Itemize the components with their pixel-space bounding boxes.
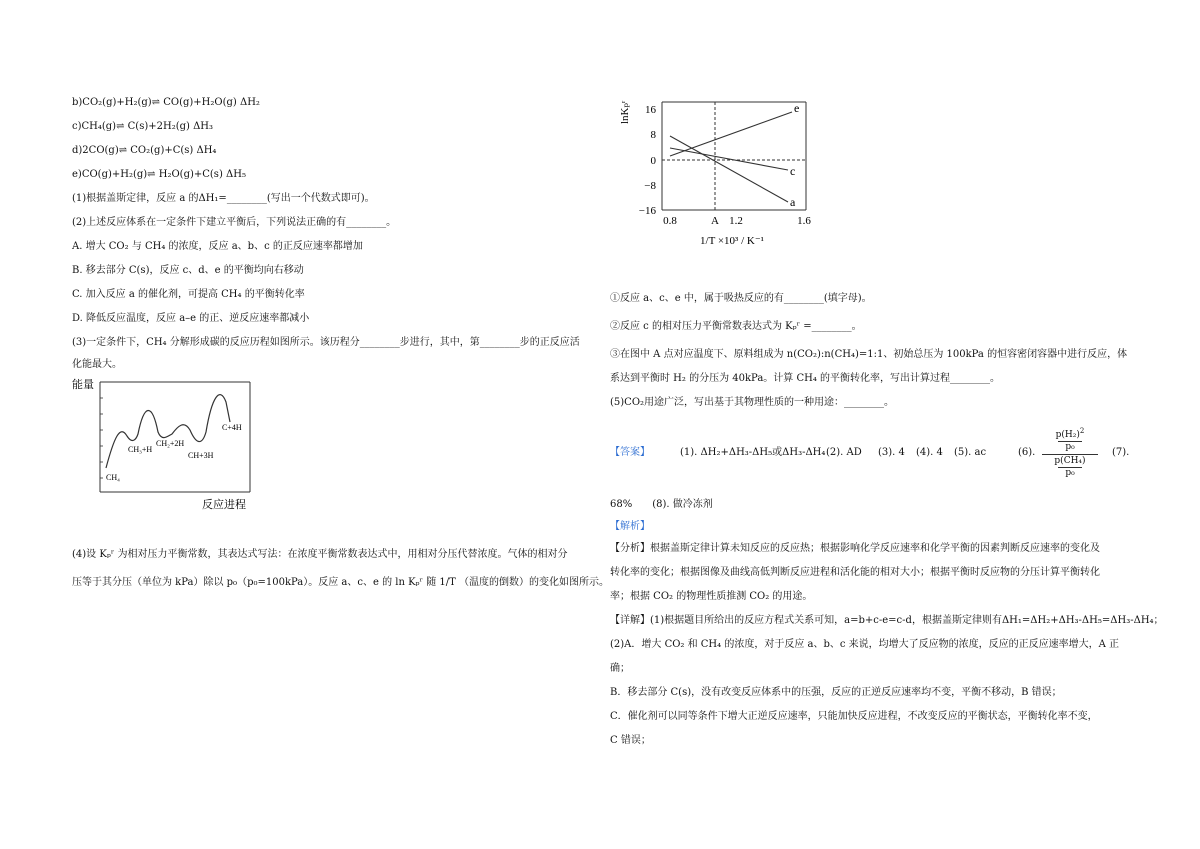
question-3: (3)一定条件下，CH₄ 分解形成碳的反应历程如图所示。该历程分________步进行，其中，第________步的正反应活: [72, 337, 580, 348]
reaction-d: d)2CO(g)⇌ CO₂(g)+C(s) ΔH₄: [72, 145, 217, 156]
answer-5: (5). ac: [954, 447, 987, 458]
species-ch4: CH₄: [106, 473, 120, 482]
frac-main-bar: [1042, 454, 1098, 455]
answer-2: (2). AD: [826, 447, 862, 458]
answer-fraction: [1038, 426, 1102, 479]
energy-diagram: [72, 376, 272, 516]
analysis-line: 转化率的变化；根据图像及曲线高低判断反应进程和活化能的相对大小；根据平衡时反应物的分压计算平衡转化: [610, 567, 1100, 578]
reaction-e: e)CO(g)+H₂(g)⇌ H₂O(g)+C(s) ΔH₅: [72, 169, 246, 180]
reaction-b: b)CO₂(g)+H₂(g)⇌ CO(g)+H₂O(g) ΔH₂: [72, 97, 260, 108]
frac-den: p(CH₄): [1054, 456, 1086, 466]
question-4: (4)设 Kₚʳ 为相对压力平衡常数，其表达式写法：在浓度平衡常数表达式中，用相对分压代替浓度。气体的相对分: [72, 549, 568, 560]
answer-row: [610, 427, 1130, 490]
frac-num: p(H₂): [1055, 430, 1080, 440]
frac-den-den: p₀: [1065, 468, 1075, 478]
answer-1: (1). ΔH₂+ΔH₃-ΔH₅或ΔH₃-ΔH₄: [680, 447, 826, 458]
detail-line: C．催化剂可以同等条件下增大正逆反应速率，只能加快反应进程，不改变反应的平衡状态，平衡转化率不变，: [610, 711, 1098, 722]
ytick-neg16: −16: [638, 205, 656, 217]
species-ch3h-2: CH+3H: [188, 451, 214, 460]
reaction-c: c)CH₄(g)⇌ C(s)+2H₂(g) ΔH₃: [72, 121, 214, 132]
answer-3: (3). 4: [878, 447, 905, 458]
chart-xlabel: 1/T ×10³ / K⁻¹: [700, 235, 764, 247]
detail-line: (2)A．增大 CO₂ 和 CH₄ 的浓度，对于反应 a、b、c 来说，均增大了反应物的浓度，反应的正反应速率增大，A 正: [610, 639, 1120, 650]
analysis-line: 率；根据 CO₂ 的物理性质推测 CO₂ 的用途。: [610, 591, 813, 602]
energy-ylabel: 能量: [72, 379, 94, 391]
detail-line: C 错误；: [610, 735, 651, 746]
ytick-16: 16: [645, 104, 656, 116]
label-a: a: [790, 195, 796, 209]
species-ch3h: CH₃+H: [128, 445, 153, 454]
frac-num-den: p₀: [1065, 442, 1075, 452]
option-c: C. 加入反应 a 的催化剂，可提高 CH₄ 的平衡转化率: [72, 289, 305, 300]
xtick-a: A: [711, 215, 719, 227]
question-5: (5)CO₂用途广泛，写出基于其物理性质的一种用途：________。: [610, 397, 895, 408]
xtick-08: 0.8: [663, 215, 677, 227]
detail-line: 确；: [610, 663, 630, 674]
chart-ylabel: lnKₚʳ: [619, 100, 631, 124]
ytick-8: 8: [650, 129, 656, 141]
answer-6: (6).: [1018, 447, 1036, 458]
question-4-3-cont: 系达到平衡时 H₂ 的分压为 40kPa。计算 CH₄ 的平衡转化率，写出计算过程________。: [610, 373, 1001, 384]
detail-line: 【详解】(1)根据题目所给出的反应方程式关系可知，a=b+c-e=c-d，根据盖斯定律则有ΔH₁=ΔH₂+ΔH₃-ΔH₅=ΔH₃-ΔH₄；: [610, 615, 1164, 626]
xtick-12: 1.2: [729, 215, 743, 227]
line-e: [670, 112, 792, 156]
species-ch22h: CH₂+2H: [156, 439, 185, 448]
question-3-cont: 化能最大。: [72, 359, 122, 370]
question-4-3: ③在图中 A 点对应温度下、原料组成为 n(CO₂):n(CH₄)=1:1、初始总压为 100kPa 的恒容密闭容器中进行反应，体: [610, 349, 1128, 360]
option-d: D. 降低反应温度，反应 a–e 的正、逆反应速率都减小: [72, 313, 310, 324]
detail-line: B．移去部分 C(s)，没有改变反应体系中的压强，反应的正逆反应速率均不变，平衡不移动，B 错误；: [610, 687, 1062, 698]
question-1: (1)根据盖斯定律，反应 a 的ΔH₁=________(写出一个代数式即可)。: [72, 193, 375, 204]
option-b: B. 移去部分 C(s)，反应 c、d、e 的平衡均向右移动: [72, 265, 304, 276]
answer-line-2: 68% (8). 做冷冻剂: [610, 499, 713, 510]
energy-xlabel: 反应进程: [202, 499, 246, 511]
analysis-line: 【分析】根据盖斯定律计算未知反应的反应热；根据影响化学反应速率和化学平衡的因素判断反应速率的变化及: [610, 543, 1100, 554]
lnkp-chart: [610, 96, 830, 266]
analysis-tag: 【解析】: [610, 521, 650, 532]
line-c: [670, 148, 788, 170]
option-a: A. 增大 CO₂ 与 CH₄ 的浓度，反应 a、b、c 的正反应速率都增加: [72, 241, 363, 252]
line-a: [670, 136, 788, 202]
xtick-16: 1.6: [797, 215, 811, 227]
label-c: c: [790, 164, 796, 178]
question-4-cont: 压等于其分压（单位为 kPa）除以 p₀（p₀=100kPa）。反应 a、c、e 的 ln Kₚʳ 随 1/T （温度的倒数）的变化如图所示。: [72, 577, 609, 588]
answer-4: (4). 4: [916, 447, 943, 458]
frac-power: 2: [1079, 427, 1085, 435]
ytick-0: 0: [650, 155, 656, 167]
ytick-neg8: −8: [644, 180, 656, 192]
question-4-2: ②反应 c 的相对压力平衡常数表达式为 Kₚʳ =________。: [610, 321, 862, 332]
answer-tag: 【答案】: [610, 447, 650, 458]
species-c4h: C+4H: [222, 423, 242, 432]
question-2: (2)上述反应体系在一定条件下建立平衡后，下列说法正确的有________。: [72, 217, 397, 228]
label-e: e: [794, 101, 800, 115]
question-4-1: ①反应 a、c、e 中，属于吸热反应的有________(填字母)。: [610, 293, 872, 304]
answer-7: (7).: [1112, 447, 1130, 458]
